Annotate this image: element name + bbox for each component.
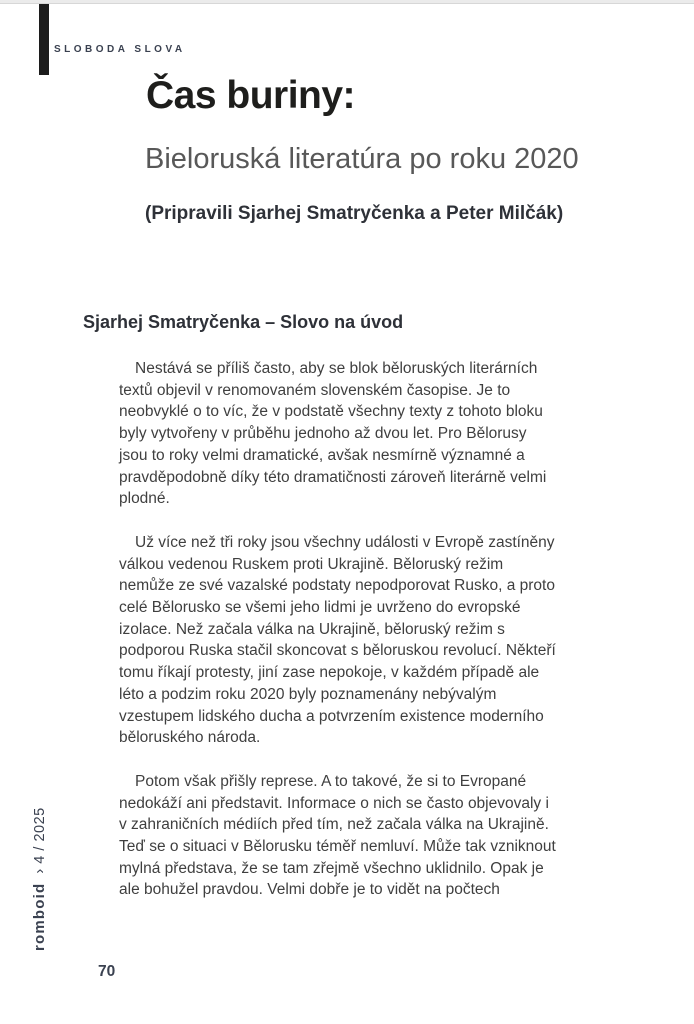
article-byline: (Pripravili Sjarhej Smatryčenka a Peter Milčák): [145, 203, 564, 224]
paragraph: Nestává se příliš často, aby se blok běloruských literárních textů objevil v renomovaném slovenském časopise. Je to neobvyklé o to víc, že v podstatě všechny texty z tohoto bloku byly vytvořeny v průběhu jednoho až dvou let. Pro Bělorusy jsou to roky velmi dramatické, avšak nesmírně významné a pravděpodobně díky této dramatičnosti zároveň literárně velmi plodné.: [119, 360, 547, 508]
paragraph: Potom však přišly represe. A to takové, že si to Evropané nedokáží ani představit. Informace o nich se často objevovaly i v zahraničních médiích před tím, než začala válka na Ukrajině. Teď se o situaci v Bělorusku téměř nemluví. Může tak vzniknout mylná představa, že se tam zřejmě všechno uklidnilo. Opak je ale bohužel pravdou. Velmi dobře je to vidět na počtech: [119, 772, 556, 899]
article-body: [119, 358, 556, 923]
paragraph: Už více než tři roky jsou všechny události v Evropě zastíněny válkou vedenou Ruskem proti Ukrajině. Běloruský režim nemůže ze své vazalské podstaty nepodporovat Rusko, a proto celé Bělorusko se všemi jeho lidmi je uvrženo do evropské izolace. Než začala válka na Ukrajině, běloruský režim s podporou Ruska stačil skoncovat s běloruskou revolucí. Někteří tomu říkají protesty, jiní zase nepokoje, v každém případě ale léto a podzim roku 2020 byly poznamenány nebývalým vzestupem lidského ducha a potvrzením existence moderního běloruského národa.: [119, 533, 556, 747]
viewer-top-edge: [0, 0, 694, 4]
journal-name: romboid: [31, 882, 48, 951]
journal-spine: [31, 801, 53, 951]
section-heading: Sjarhej Smatryčenka – Slovo na úvod: [83, 312, 404, 332]
section-kicker: SLOBODA SLOVA: [54, 44, 186, 55]
page-number: 70: [98, 963, 116, 980]
journal-issue: › 4 / 2025: [32, 807, 48, 874]
section-marker-bar: [39, 4, 49, 75]
article-subtitle: Bieloruská literatúra po roku 2020: [145, 143, 579, 175]
article-title: Čas buriny:: [146, 74, 356, 117]
